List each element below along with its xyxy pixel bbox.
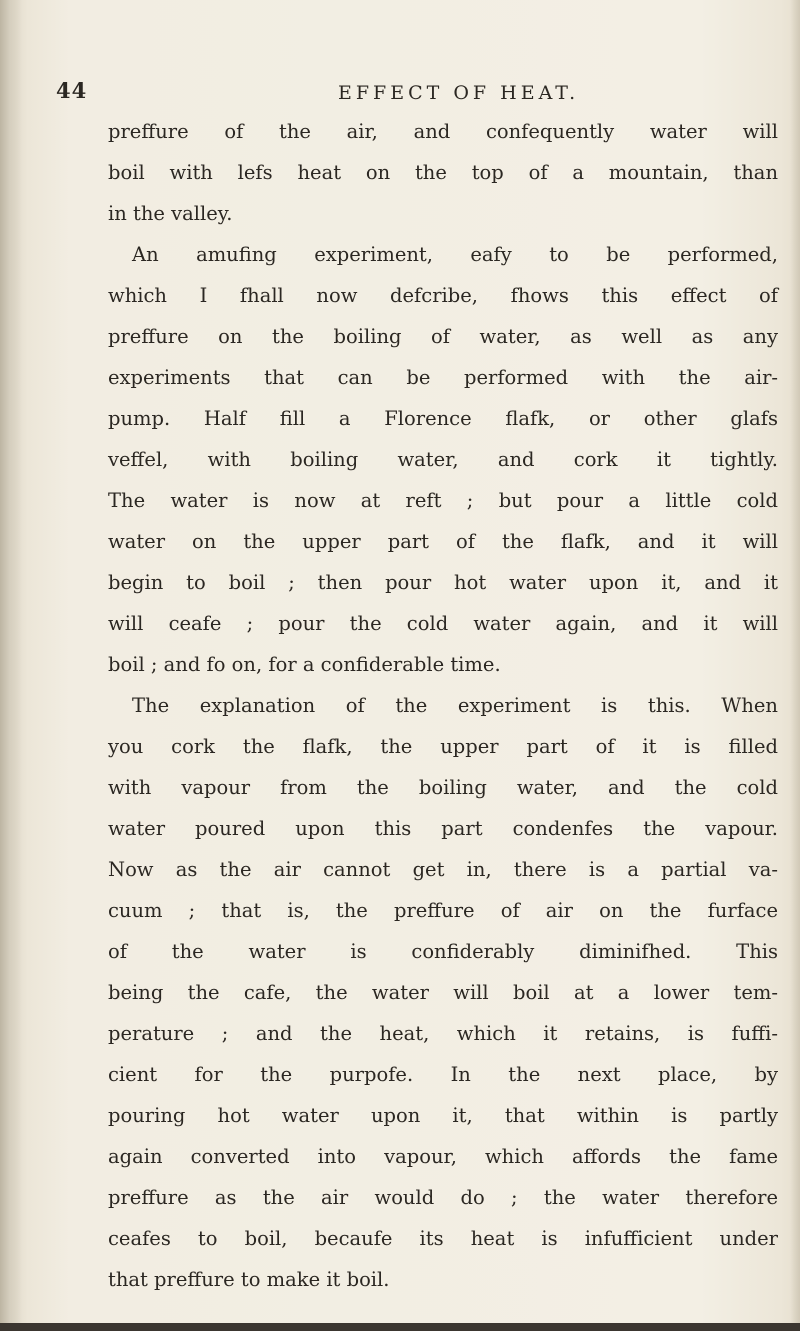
text-line: preffure of the air, and confequently water will <box>108 120 778 143</box>
text-line: with vapour from the boiling water, and the cold <box>108 776 778 799</box>
text-line: veffel, with boiling water, and cork it tightly. <box>108 448 778 471</box>
text-line: preffure as the air would do ; the water therefore <box>108 1186 778 1209</box>
text-line: boil with lefs heat on the top of a mountain, than <box>108 161 778 184</box>
page-bottom-edge <box>0 1323 800 1331</box>
text-line: The water is now at reft ; but pour a little cold <box>108 489 778 512</box>
text-line: The explanation of the experiment is this. When <box>132 694 778 717</box>
page-right-edge <box>790 0 800 1331</box>
page-binding-edge <box>0 0 22 1331</box>
text-line: begin to boil ; then pour hot water upon it, and it <box>108 571 778 594</box>
text-line: experiments that can be performed with the air- <box>108 366 778 389</box>
text-line: ceafes to boil, becaufe its heat is infufficient under <box>108 1227 778 1250</box>
text-line: cuum ; that is, the preffure of air on the furface <box>108 899 778 922</box>
text-line: that preffure to make it boil. <box>108 1268 390 1291</box>
text-line: being the cafe, the water will boil at a lower tem- <box>108 981 778 1004</box>
text-line: you cork the flafk, the upper part of it is filled <box>108 735 778 758</box>
text-line: water on the upper part of the flafk, and it will <box>108 530 778 553</box>
text-line: perature ; and the heat, which it retains, is fuffi- <box>108 1022 778 1045</box>
text-line: will ceafe ; pour the cold water again, and it will <box>108 612 778 635</box>
text-line: of the water is confiderably diminifhed. This <box>108 940 778 963</box>
text-line: cient for the purpofe. In the next place, by <box>108 1063 778 1086</box>
text-line: boil ; and fo on, for a confiderable time. <box>108 653 501 676</box>
page-header <box>0 78 800 108</box>
text-line: pouring hot water upon it, that within is partly <box>108 1104 778 1127</box>
text-line: which I fhall now defcribe, fhows this effect of <box>108 284 778 307</box>
text-line: water poured upon this part condenfes the vapour. <box>108 817 778 840</box>
text-line: preffure on the boiling of water, as well as any <box>108 325 778 348</box>
text-line: Now as the air cannot get in, there is a partial va- <box>108 858 778 881</box>
text-line: pump. Half fill a Florence flafk, or other glafs <box>108 407 778 430</box>
page-number: 44 <box>56 78 88 103</box>
body-text <box>108 111 778 1300</box>
running-head: EFFECT OF HEAT. <box>338 82 580 104</box>
text-line: An amufing experiment, eafy to be performed, <box>132 243 778 266</box>
text-line: in the valley. <box>108 202 233 225</box>
text-line: again converted into vapour, which affords the fame <box>108 1145 778 1168</box>
